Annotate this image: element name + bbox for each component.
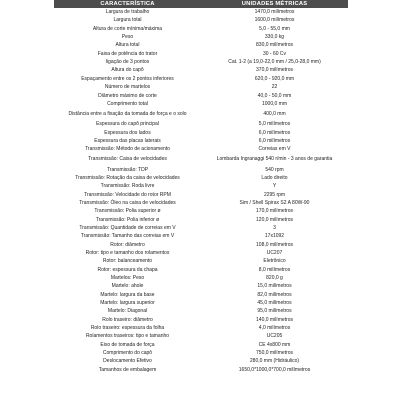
spec-value: 140,0 milímetros	[256, 316, 293, 323]
spec-value: 820,0 g	[266, 275, 283, 282]
table-row	[54, 357, 348, 365]
table-row	[54, 216, 348, 224]
spec-value: 15,0 milímetros	[257, 283, 292, 290]
table-row	[54, 120, 348, 128]
table-row	[54, 307, 348, 315]
spec-value: Lado direito	[261, 174, 288, 181]
spec-label: Altura de corte mínima/máxima	[92, 25, 163, 32]
spec-label: Comprimento do capô	[102, 350, 153, 357]
spec-value: 30 - 60 Cv	[262, 50, 287, 57]
spec-label: Transmissão: Quantidade de correias em V	[79, 224, 176, 231]
spec-label: Transmissão: Óleo na caixa de velocidades	[79, 199, 176, 206]
spec-value: 330,0 kg	[264, 34, 285, 41]
spec-label: Rotor: balanceamento	[102, 258, 153, 265]
table-row	[54, 174, 348, 182]
spec-value: 17x1092	[264, 233, 285, 240]
spec-label: Martelo: largura da base	[100, 291, 155, 298]
table-row	[54, 33, 348, 41]
table-row	[54, 316, 348, 324]
spec-label: Espessura das placas laterais	[94, 137, 161, 144]
spec-value: UC205	[266, 333, 283, 340]
spec-value: 95,0 milímetros	[257, 308, 292, 315]
spec-label: Diâmetro máximo de corte	[98, 92, 157, 99]
spec-value: 280,0 mm (Hidráulico)	[249, 358, 300, 365]
spec-label: Rotor: espessura da chapa	[97, 266, 158, 273]
spec-value: 5,0 - 55,0 mm	[259, 25, 290, 32]
spec-value: 1470,0 milímetros	[254, 9, 295, 16]
column-header-characteristic: CARACTERÍSTICA	[54, 0, 201, 8]
table-row	[54, 249, 348, 257]
table-row	[54, 366, 348, 374]
spec-value: 370,0 milímetros	[256, 67, 293, 74]
spec-label: Transmissão: TDP	[106, 166, 149, 173]
spec-label: Transmissão: Polia superior ø	[94, 208, 161, 215]
spec-value: 620,0 - 920,0 mm	[254, 75, 295, 82]
spec-value: 40,0 - 50,0 mm	[257, 92, 292, 99]
table-row	[54, 108, 348, 120]
table-row	[54, 58, 348, 66]
table-row	[54, 257, 348, 265]
table-row	[54, 128, 348, 136]
spec-label: Rolamentos traseiros: tipo e tamanho	[85, 333, 170, 340]
spec-label: Transmissão: Caixa de velocidades	[88, 156, 167, 163]
spec-label: Eixo de tomada de força	[100, 341, 155, 348]
spec-table	[54, 0, 348, 374]
spec-value: 108,0 milímetros	[256, 241, 293, 248]
spec-value: 45,0 milímetros	[257, 300, 292, 307]
table-row	[54, 182, 348, 190]
spec-label: Altura do capô	[111, 67, 144, 74]
spec-label: Martelo: Diagonal	[107, 308, 148, 315]
spec-value: Y	[272, 183, 277, 190]
table-row	[54, 75, 348, 83]
spec-label: Martelos: Peso	[110, 275, 145, 282]
spec-value: 82,0 milímetros	[257, 291, 292, 298]
table-row	[54, 16, 348, 24]
spec-label: Distância entre a fixação da tomada de força e o solo	[68, 111, 187, 118]
spec-value: 1000,0 mm	[261, 100, 287, 107]
table-row	[54, 266, 348, 274]
spec-value: 170,0 milímetros	[256, 208, 293, 215]
spec-label: Deslocamento Efetivo	[103, 358, 152, 365]
column-header-metric-units: UNIDADES MÉTRICAS	[201, 0, 348, 8]
table-row	[54, 324, 348, 332]
table-row	[54, 145, 348, 153]
spec-label: ligação de 3 pontos	[105, 59, 150, 66]
table-row	[54, 191, 348, 199]
spec-label: Largura total	[113, 17, 142, 24]
spec-value: 830,0 milímetros	[256, 42, 293, 49]
spec-label: Tamanhos de embalagem	[98, 366, 157, 373]
spec-value: Cat. 1-2 (a 19,0-22,0 mm / 25,0-28,0 mm)	[228, 59, 321, 66]
spec-value: 5,0 milímetros	[258, 121, 291, 128]
table-row	[54, 166, 348, 174]
spec-value: 4,0 milímetros	[258, 325, 291, 332]
table-row	[54, 25, 348, 33]
table-row	[54, 137, 348, 145]
spec-label: Rotor: diâmetro	[110, 241, 145, 248]
table-row	[54, 241, 348, 249]
spec-value: 540 rpm	[265, 166, 284, 173]
table-row	[54, 50, 348, 58]
spec-value: Sim / Shell Spirax S2 A 80W-90	[239, 199, 310, 206]
table-header-row	[54, 0, 348, 8]
spec-value: 22	[271, 84, 278, 91]
table-row	[54, 41, 348, 49]
table-row	[54, 332, 348, 340]
spec-value: 1600,0 milímetros	[254, 17, 295, 24]
spec-label: Transmissão: Rotação da caixa de velocidades	[75, 174, 180, 181]
spec-label: Espessura dos lados	[104, 129, 151, 136]
spec-value: Correias em V	[258, 146, 291, 153]
spec-value: Eletrônico	[263, 258, 286, 265]
spec-label: Transmissão: Polia inferior ø	[95, 216, 160, 223]
spec-value: 400,0 mm	[263, 111, 286, 118]
table-row	[54, 8, 348, 16]
spec-label: Peso	[121, 34, 134, 41]
spec-label: Rolo traseiro: diâmetro	[102, 316, 153, 323]
table-row	[54, 199, 348, 207]
table-row	[54, 349, 348, 357]
table-row	[54, 224, 348, 232]
spec-label: Espaçamento entre os 2 pontos inferiores	[81, 75, 174, 82]
spec-value: Lombarda Ingranaggi 540 r/min - 3 anos de garantia	[216, 156, 333, 163]
table-row	[54, 154, 348, 166]
table-row	[54, 299, 348, 307]
spec-label: Transmissão: Velocidade do rotor RPM	[84, 191, 171, 198]
spec-label: Largura de trabalho	[105, 9, 150, 16]
spec-table-body	[54, 8, 348, 374]
table-row	[54, 100, 348, 108]
spec-value: 3	[273, 224, 276, 231]
spec-value: UC207	[266, 250, 283, 256]
spec-value: 750,0 milímetros	[256, 350, 293, 357]
spec-label: Rolo traseiro: espessura da folha	[90, 325, 165, 332]
spec-label: Transmissão: Roda livre	[100, 183, 155, 190]
spec-label: Número de martelos	[104, 84, 151, 91]
spec-value: 6,0 milímetros	[258, 137, 291, 144]
table-row	[54, 274, 348, 282]
table-row	[54, 341, 348, 349]
table-row	[54, 207, 348, 215]
table-row	[54, 83, 348, 91]
spec-value: 2295 rpm	[263, 191, 286, 198]
spec-label: Rotor: tipo e tamanho dos rolamentos	[85, 250, 170, 256]
spec-value: 6,0 milímetros	[258, 129, 291, 136]
spec-label: Transmissão: Método de acionamento	[85, 146, 170, 153]
spec-table-container	[54, 0, 348, 374]
spec-value: 1650,0*1000,0*700,0 milímetros	[238, 366, 311, 373]
table-row	[54, 66, 348, 74]
spec-value: 120,0 milímetros	[256, 216, 293, 223]
spec-label: Comprimento total	[107, 100, 148, 107]
table-row	[54, 282, 348, 290]
spec-label: Martelo: largura superior	[100, 300, 155, 307]
spec-label: Altura total	[115, 42, 140, 49]
table-row	[54, 232, 348, 240]
table-row	[54, 91, 348, 99]
spec-value: 8,0 milímetros	[258, 266, 291, 273]
spec-label: Martelo: ahole	[111, 283, 144, 290]
spec-label: Transmissão: Tamanho das correias em V	[80, 233, 175, 240]
spec-value: CE 4x800 mm	[258, 341, 291, 348]
spec-label: Espessura do capô principal	[96, 121, 159, 128]
spec-label: Faixa de potência do trator	[97, 50, 158, 57]
table-row	[54, 291, 348, 299]
